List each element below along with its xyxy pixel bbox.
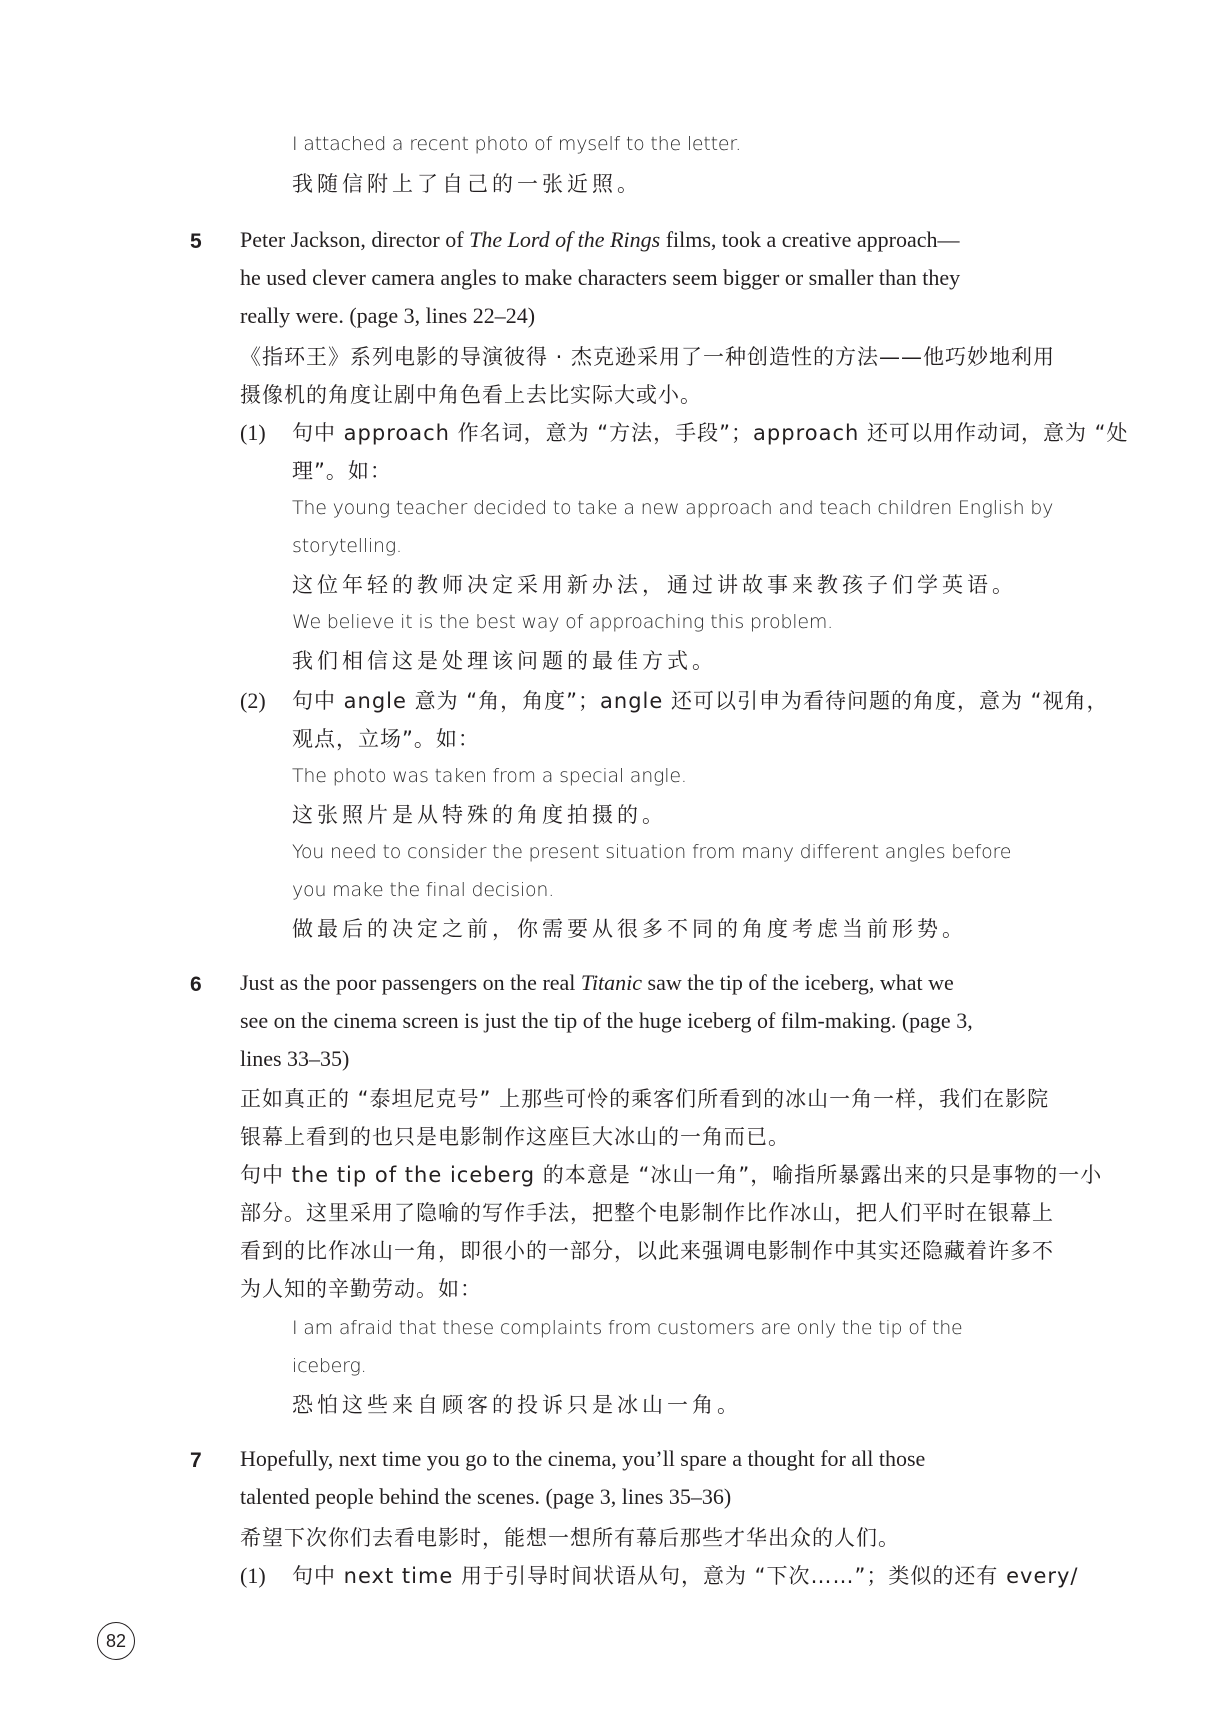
example-sentence-en: The young teacher decided to take a new approach and teach children English by [292, 497, 1054, 519]
note-text: 部分。这里采用了隐喻的写作手法，把整个电影制作比作冰山，把人们平时在银幕上 [240, 1201, 1054, 1225]
item-5-sentence-line-2: he used clever camera angles to make characters seem bigger or smaller than they [240, 265, 961, 290]
note-text: 句中 next time 用于引导时间状语从句，意为 “下次……”；类似的还有 every/ [292, 1564, 1079, 1588]
item-number-5: 5 [190, 230, 202, 253]
item-7-sentence-line-1: Hopefully, next time you go to the cinema, you’ll spare a thought for all those [240, 1446, 926, 1471]
item-7-translation: 希望下次你们去看电影时，能想一想所有幕后那些才华出众的人们。 [240, 1526, 900, 1550]
page-number: 82 [97, 1622, 135, 1660]
item-6-sentence-line-2: see on the cinema screen is just the tip of the huge iceberg of film-making. (page 3, [240, 1008, 973, 1033]
item-6-translation-line-1: 正如真正的 “泰坦尼克号” 上那些可怜的乘客们所看到的冰山一角一样，我们在影院 [240, 1087, 1050, 1111]
example-sentence-cn: 我随信附上了自己的一张近照。 [292, 172, 642, 196]
item-number-6: 6 [190, 973, 202, 996]
item-6-sentence-line-3: lines 33–35) [240, 1046, 350, 1071]
example-sentence-en: iceberg. [292, 1355, 367, 1377]
example-sentence-en: The photo was taken from a special angle. [292, 765, 687, 787]
example-sentence-en: You need to consider the present situation from many different angles before [292, 841, 1012, 863]
example-sentence-cn: 做最后的决定之前，你需要从很多不同的角度考虑当前形势。 [292, 917, 967, 941]
note-text: 句中 approach 作名词，意为 “方法，手段”；approach 还可以用作动词，意为 “处 [292, 421, 1129, 445]
example-sentence-cn: 我们相信这是处理该问题的最佳方式。 [292, 649, 717, 673]
example-sentence-cn: 这位年轻的教师决定采用新办法，通过讲故事来教孩子们学英语。 [292, 573, 1017, 597]
example-sentence-en: We believe it is the best way of approaching this problem. [292, 611, 833, 633]
example-sentence-en: storytelling. [292, 535, 402, 557]
item-7-sentence-line-2: talented people behind the scenes. (page 3, lines 35–36) [240, 1484, 732, 1509]
item-5-translation-line-2: 摄像机的角度让剧中角色看上去比实际大或小。 [240, 383, 702, 407]
note-text: 看到的比作冰山一角，即很小的一部分，以此来强调电影制作中其实还隐藏着许多不 [240, 1239, 1054, 1263]
note-text: 句中 the tip of the iceberg 的本意是 “冰山一角”，喻指所暴露出来的只是事物的一小 [240, 1163, 1103, 1187]
note-text: 观点，立场”。如： [292, 727, 480, 751]
example-sentence-en: I attached a recent photo of myself to the letter. [292, 133, 742, 155]
item-5-translation-line-1: 《指环王》系列电影的导演彼得 · 杰克逊采用了一种创造性的方法——他巧妙地利用 [240, 345, 1056, 369]
example-sentence-cn: 恐怕这些来自顾客的投诉只是冰山一角。 [292, 1393, 742, 1417]
item-5-sentence-line-3: really were. (page 3, lines 22–24) [240, 303, 536, 328]
item-6-translation-line-2: 银幕上看到的也只是电影制作这座巨大冰山的一角而已。 [240, 1125, 790, 1149]
example-sentence-cn: 这张照片是从特殊的角度拍摄的。 [292, 803, 667, 827]
note-text: 理”。如： [292, 459, 392, 483]
sub-item-number: (1) [240, 420, 266, 445]
sub-item-number: (2) [240, 688, 266, 713]
note-text: 为人知的辛勤劳动。如： [240, 1277, 482, 1301]
item-number-7: 7 [190, 1449, 202, 1472]
example-sentence-en: I am afraid that these complaints from customers are only the tip of the [292, 1317, 963, 1339]
example-sentence-en: you make the final decision. [292, 879, 555, 901]
sub-item-number: (1) [240, 1563, 266, 1588]
item-6-sentence-line-1: Just as the poor passengers on the real Titanic saw the tip of the iceberg, what we [240, 970, 954, 995]
item-5-sentence-line-1: Peter Jackson, director of The Lord of the Rings films, took a creative approach— [240, 227, 960, 252]
note-text: 句中 angle 意为 “角，角度”；angle 还可以引申为看待问题的角度，意为 “视角， [292, 689, 1109, 713]
